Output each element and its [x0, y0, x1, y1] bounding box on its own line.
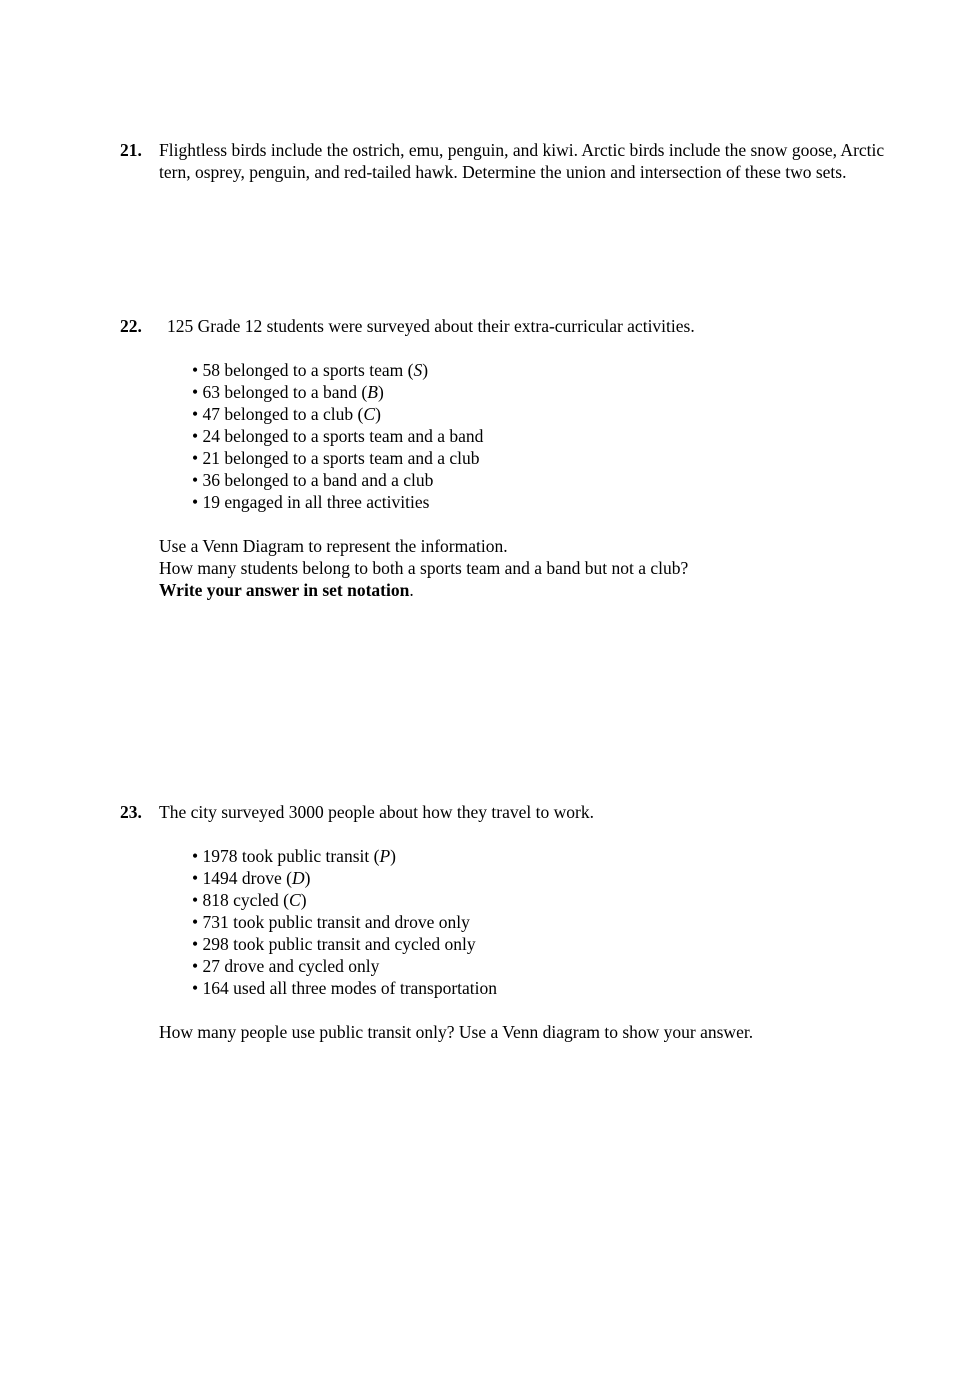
question-23 — [120, 801, 900, 1043]
question-instructions — [159, 1021, 900, 1043]
instruction-line: Write your answer in set notation. — [159, 580, 414, 600]
instruction-emphasis: Write your answer in set notation — [159, 580, 410, 600]
list-item: • 19 engaged in all three activities — [192, 492, 430, 512]
question-21 — [120, 139, 900, 183]
question-22 — [120, 315, 900, 601]
question-instructions — [159, 535, 900, 601]
list-item: • 58 belonged to a sports team (S) — [192, 360, 429, 380]
question-text: Flightless birds include the ostrich, emu, penguin, and kiwi. Arctic birds include the snow goose, Arctic tern, osprey, penguin, and red-tailed hawk. Determine the union and intersection of these two sets. — [159, 140, 885, 182]
list-item: • 21 belonged to a sports team and a club — [192, 448, 480, 468]
question-number: 23. — [120, 802, 142, 822]
question-text: The city surveyed 3000 people about how they travel to work. — [159, 802, 594, 822]
list-item: • 1978 took public transit (P) — [192, 846, 396, 866]
question-body — [159, 139, 900, 183]
list-item: • 63 belonged to a band (B) — [192, 382, 384, 402]
instruction-line: How many students belong to both a sports team and a band but not a club? — [159, 558, 689, 578]
question-body — [159, 801, 900, 1043]
list-item: • 298 took public transit and cycled only — [192, 934, 476, 954]
list-item: • 818 cycled (C) — [192, 890, 307, 910]
list-item: • 36 belonged to a band and a club — [192, 470, 434, 490]
list-item: • 27 drove and cycled only — [192, 956, 380, 976]
list-item: • 47 belonged to a club (C) — [192, 404, 381, 424]
instruction-line: How many people use public transit only? Use a Venn diagram to show your answer. — [159, 1022, 754, 1042]
list-item: • 164 used all three modes of transportation — [192, 978, 498, 998]
list-item: • 1494 drove (D) — [192, 868, 311, 888]
list-item: • 24 belonged to a sports team and a band — [192, 426, 484, 446]
bullet-list — [192, 845, 900, 999]
instruction-line: Use a Venn Diagram to represent the information. — [159, 536, 508, 556]
question-text: 125 Grade 12 students were surveyed about their extra-curricular activities. — [167, 316, 695, 336]
question-body — [159, 315, 900, 601]
bullet-list — [192, 359, 900, 513]
question-number: 21. — [120, 140, 142, 160]
question-number: 22. — [120, 316, 142, 336]
list-item: • 731 took public transit and drove only — [192, 912, 470, 932]
